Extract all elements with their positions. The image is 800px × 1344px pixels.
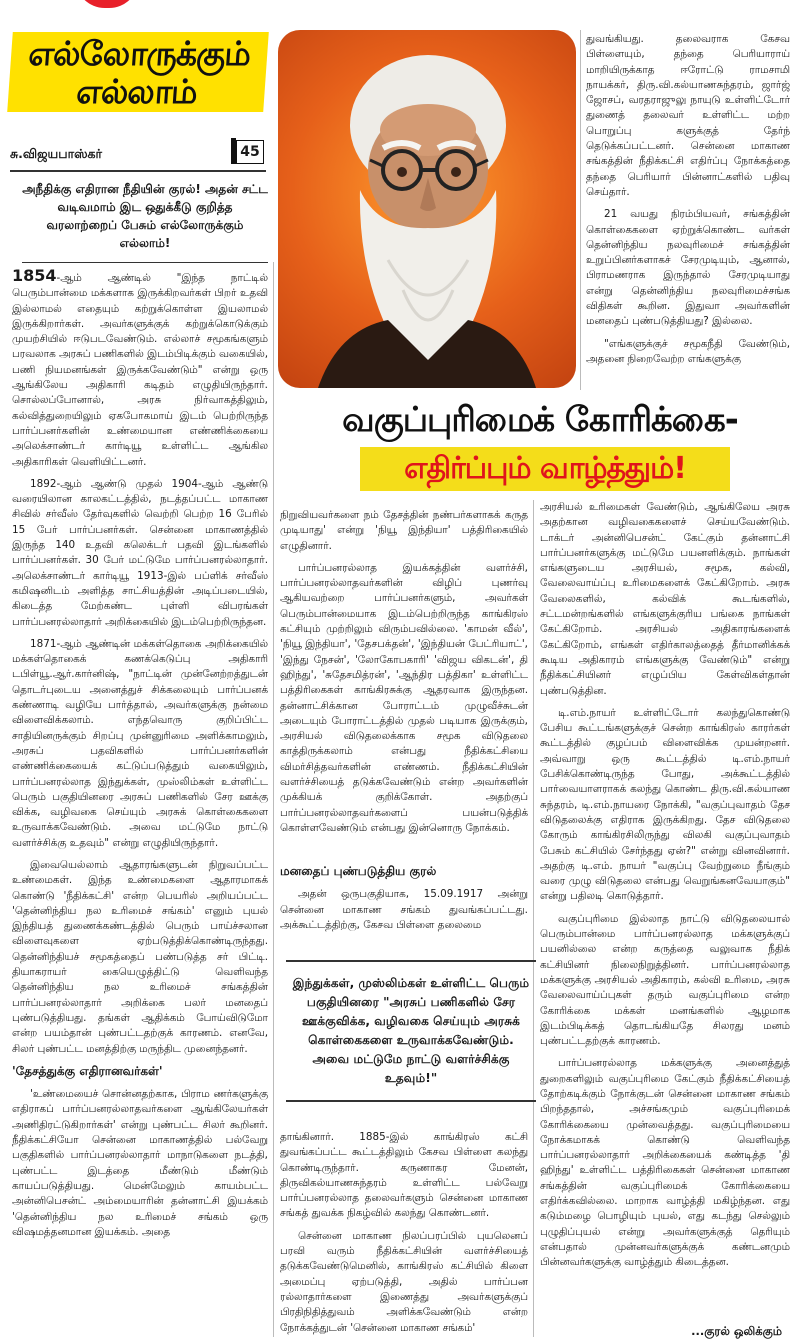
- headline-line2: எதிர்ப்பும் வாழ்த்தும்!: [404, 451, 686, 486]
- paragraph: அரசியல் உரிமைகள் வேண்டும், ஆங்கிலேய அரசு அதற்கான வழிவகைகளைச் செய்யவேண்டும். டாக்டர் அன்னிபெசன்ட் கேட்கும் தன்னாட்சி பார்ப்பனர்களுக்கு மட்டுமே பயனளிக்கும். நாங்கள் எங்களுடைய அரசியல், சமூக, கல்வி, வேலைவாய்ப்பு உரிமைகளைக் கேட்கிறோம். அரசு வேலைகளில், கல்விக் கூடங்களில், சட்டமன்றங்களில் எங்களுக்குரிய பங்கை நாங்கள் கேட்கிறோம். அரசியல் அதிகாரங்களைக் கேட்கிறோம், எங்கள் எதிர்காலத்தைத் தீர்மானிக்கக் கூடிய அதிகாரம் எங்களுக்கு வேண்டும்" என்று நீதிக்கட்சியினர் எழுப்பிய கேள்விகள்தான் புண்படுத்தின.: [540, 501, 790, 697]
- masthead-line1: எல்லோருக்கும்: [27, 34, 252, 73]
- paragraph: டி.எம்.நாயர் உள்ளிட்டோர் கலந்துகொண்டு பேசிய கூட்டங்களுக்குச் சென்ற காங்கிரஸ் காரர்கள் கூட்டத்தில் குழப்பம் விளைவிக்க முயன்றனர். அவ்வாறு ஒரு கூட்டத்தில் டி.எம்.நாயர் பேசிக்கொண்டிருந்த போது, அக்கூட்டத்தில் பார்வையாளராகக் கலந்து கொண்ட திரு.வி.கல்யாண சுந்தரம், டி.எம்.நாயரை நோக்கி, "வகுப்புவாதம் தேச விடுதலைக்கு எதிராக இருக்கிறது. தேச விடுதலை கோரும் காங்கிரசிலிருந்து விலகி வகுப்புவாதம் பேசும் கட்சியில் சேர்ந்தது ஏன்?" என்று வினவினார். அதற்கு டி.எம். நாயர் "வகுப்பு வேற்றுமை நீங்கும் வரை முழு விடுதலை என்பது வெறுங்கனவேயாகும்" என்று பதிலடி கொடுத்தார்.: [540, 706, 790, 903]
- paragraph: இவையெல்லாம் ஆதாரங்களுடன் நிறுவப்பட்ட உண்மைகள். இந்த உண்மைகளை ஆதாரமாகக் கொண்டு 'நீதிக்கட்சி' என்ற பெயரில் அறியப்பட்ட 'தென்னிந்திய நல உரிமைச் சங்கம்' எனும் புயல் இந்தியத் துணைக்கண்டத்தில் பெரும் பாய்ச்சலான விளைவுகளை ஏற்படுத்திக்கொண்டிருந்தது. தென்னிந்தியச் சமூகத்தைப் பண்படுத்த சர் பிட்டி. தியாகராயர் கையெழுத்திட்டு வெளிவந்த தென்னிந்திய நல உரிமைச் சங்கத்தின் பார்ப்பனரல்லாதார் அறிக்கை பலர் மனதைப் புண்படுத்தியது. தங்கள் ஆதிக்கம் போய்விடுமோ என்ற பயம்தான் புண்பட்டதற்குக் காரணம். எனவே, சிலர் புண்பட்ட மனத்திற்கு மருந்திட முனைந்தனர்.: [12, 858, 268, 1055]
- column-divider: [533, 500, 534, 1337]
- pull-quote: இந்துக்கள், முஸ்லிம்கள் உள்ளிட்ட பெரும் பகுதியினரை "அரசுப் பணிகளில் சேர ஊக்குவிக்க, வழிவகை செய்யும் அரசுக் கொள்கைகளை உருவாக்கவேண்டும். அவை மட்டுமே நாட்டு வளர்ச்சிக்கு உதவும்!": [286, 960, 536, 1102]
- paragraph: துவங்கியது. தலைவராக கேசவ பிள்ளையும், தந்தை பெரியாராய் மாறியிருக்காத ஈரோட்டு ராமசாமி நாயக்கர், திரு.வி.கல்யாணசுந்தரம், ஜார்ஜ் ஜோசப், வரதராஜுலு நாயுடு உள்ளிட்டோர் துணைத் தலைவர் உள்ளிட்ட மற்ற பொறுப்பு களுக்குத் தேர்ந் தெடுக்கப்பட்டனர். சென்னை மாகாண சங்கத்தின் நீதிக்கட்சி எதிர்ப்பு நோக்கத்தை தந்தை பெரியார் பின்னாட்களில் பதிவு செய்தார்.: [586, 33, 790, 198]
- right-top-article-column: [586, 32, 790, 392]
- publication-logo: [75, 0, 139, 8]
- lead-year: 1854: [12, 268, 57, 285]
- portrait-image: [278, 30, 576, 388]
- headline-line1: வகுப்புரிமைக் கோரிக்கை-: [342, 400, 738, 440]
- paragraph: வகுப்புரிமை இல்லாத நாட்டு விடுதலையால் பெரும்பான்மை பார்ப்பனரல்லாத மக்களுக்குப் பயனில்லை என்ற கருத்தை வலுவாக நீதிக் கட்சியினர் நிலைநிறுத்தினர். பார்ப்பனரல்லாத மக்களுக்கு அரசியல் அதிகாரம், கல்வி உரிமை, அரசு வேலைவாய்ப்புகள் தரும் வகுப்புரிமை என்ற கோரிக்கை மக்கள் மனங்களில் ஆழமாக இடம்பிடிக்கத் தொடங்கியதே சிலரது மனம் புண்பட்டதற்குக் காரணம்.: [540, 912, 790, 1048]
- paragraph-text: -ஆம் ஆண்டில் "இந்த நாட்டில் பெரும்பான்மை மக்களாக இருக்கிறவர்கள் பிறர் உதவி இல்லாமல் எதையும் கற்றுக்கொள்ள இயலாமல் இருக்கிறார்கள். அவர்களுக்குக் கற்றுக்கொடுக்கும் முயற்சியில் ஈடுபடவேண்டும். எல்லாச் சமூகங்களும் பரவலாக அரசுப் பணிகளில் இடம்பிடிக்கும் வகையில், பணி நியமனங்கள் இருக்கவேண்டும்" என்று ஒரு ஆங்கிலேய அதிகாரி கடிதம் எழுதியிருந்தார். சொல்லப்போனால், அரசு நிர்வாகத்திலும், கல்வித்துறையிலும் ஏகபோகமாய் இடம் பெற்றிருந்த பார்ப்பனர்களின் உண்மையான எண்ணிக்கையை அலெக்சாண்டர் கார்டியூ உள்ளிட்ட ஆங்கில அதிகாரிகள் வெளியிட்டனர்.: [12, 272, 268, 468]
- paragraph: 'உண்மையைச் சொன்னதற்காக, பிராம ணர்களுக்கு எதிராகப் பார்ப்பனரல்லாதவர்களை ஆங்கிலேயர்கள் அணிதிரட்டுகிறார்கள்' என்று புண்பட்ட சிலர் கூறினர். நீதிக்கட்சியோ சென்னை மாகாணத்தில் பல்வேறு பகுதிகளில் பார்ப்பனரல்லாதார் மாநாடுகளை நடத்தி, புண்பட்ட இடத்தை மீண்டும் மீண்டும் காயப்படுத்தியது. மென்மேலும் காயம்பட்ட அன்னிபெசன்ட் அம்மையாரின் தன்னாட்சி இயக்கம் 'தென்னிந்திய நல உரிமைச் சங்கம் ஒரு விஷமத்தனமான இயக்கம். அதை: [12, 1088, 268, 1238]
- section-subhead: மனதைப் புண்படுத்திய குரல்: [280, 864, 437, 878]
- paragraph: 1871-ஆம் ஆண்டின் மக்கள்தொகை அறிக்கையில் மக்கள்தொகைக் கணக்கெடுப்பு அதிகாரி டபிள்யூ.ஆர்.கார்னிஷ், "நாட்டின் முன்னேற்றத்துடன் தொடர்புடைய அனைத்துச் சிக்கலையும் பார்ப்பனக் கண்ணாடி வழியே பார்த்தால், அவர்களுக்கு நன்மை விளைவிக்கலாம். எந்தவொரு குறிப்பிட்ட சாதியினருக்கும் சிறப்பு முன்னுரிமை அளிக்காமலும், அரசுப் பதவிகளில் பார்ப்பனர்களின் எண்ணிக்கையைக் கட்டுப்படுத்தும் வகையிலும், பார்ப்பனரல்லாத இந்துக்கள், முஸ்லிம்கள் உள்ளிட்ட பெரும் பகுதியினரை அரசுப் பணிகளில் சேர ஊக்கு விக்க, வழிவகை செய்யும் அரசுக் கொள்கைகளை உருவாக்கவேண்டும். அவை மட்டுமே நாட்டு வளர்ச்சிக்கு உதவும்" என்று எழுதியிருந்தார்.: [12, 637, 268, 849]
- intro-blurb: அநீதிக்கு எதிரான நீதியின் குரல்! அதன் சட்ட வடிவமாம் இட ஒதுக்கீடு குறித்த வரலாற்றைப் பேசும் எல்லோருக்கும் எல்லாம்!: [22, 182, 268, 250]
- paragraph: நிறுவியவர்களை நம் தேசத்தின் நண்பர்களாகக் கருத முடியாது' என்று 'நியூ இந்தியா' பத்திரிகையில் எழுதினார்.: [280, 509, 528, 552]
- middle-article-column-top: [280, 508, 528, 853]
- paragraph: சென்னை மாகாண நிலப்பரப்பில் புயலெனப் பரவி வரும் நீதிக்கட்சியின் வளர்ச்சியைத் தடுக்கவேண்டுமெனில், காங்கிரஸ் கட்சியில் கிளை அமைப்பு ஏற்படுத்தி, அதில் பார்ப்பன ரல்லாதார்களை இணைத்து அவர்களுக்குப் பிரதிநிதித்துவம் அளிக்கவேண்டும் என்ற நோக்கத்துடன் 'சென்னை மாகாண சங்கம்': [280, 1229, 528, 1334]
- paragraph: [12, 268, 268, 470]
- header-divider: [10, 170, 266, 172]
- portrait-illustration: [278, 30, 576, 388]
- paragraph: தாங்கினார். 1885-இல் காங்கிரஸ் கட்சி துவங்கப்பட்ட கூட்டத்திலும் கேசவ பிள்ளை கலந்து கொண்டிருந்தார். கருணாகர மேனன், திருவிகல்யாணசுந்தரம் உள்ளிட்ட பல்வேறு பார்ப்பனரல்லாத தலைவர்களும் சென்னை மாகாண சங்கத் துவக்க நிகழ்வில் கலந்து கொண்டனர்.: [280, 1131, 528, 1220]
- continuation-signoff: ...குரல் ஒலிக்கும்: [691, 1324, 782, 1338]
- paragraph: 21 வயது நிரம்பியவர், சங்கத்தின் கொள்கைகளை ஏற்றுக்கொண்ட வர்கள் தென்னிந்திய நலவுரிமைச் சங்கத்தின் உறுப்பினர்களாகச் சேரமுடியும், ஆனால், பிராமணராக இருந்தால் சேரமுடியாது என்று தென்னிந்திய நலவுரிமைச்சங்க விதிகள் கூறின. இதுவா அவர்களின் மனதைப் புண்படுத்தியது? இல்லை.: [586, 208, 790, 328]
- masthead-line2: எல்லாம்: [75, 72, 199, 111]
- middle-article-column-bottom: [280, 1130, 528, 1338]
- paragraph: "எங்களுக்குச் சமூகநீதி வேண்டும், அதனை நிறைவேற்ற எங்களுக்கு: [586, 337, 790, 365]
- paragraph: 1892-ஆம் ஆண்டு முதல் 1904-ஆம் ஆண்டு வரையிலான காலகட்டத்தில், நடத்தப்பட்ட மாகாண சிவில் சர்வீஸ் தேர்வுகளில் வெற்றி பெற்ற 16 பேரில் 15 பேர் பார்ப்பனர்கள். சென்னை மாகாணத்தில் இருந்த 140 உதவி கலெக்டர் பதவி இடங்களில் பார்ப்பனர்கள். 30 பேர் மட்டுமே பார்ப்பனரல்லாதார். அலெக்சாண்டர் கார்டியூ 1913-இல் பப்ளிக் சர்வீஸ் கமிஷனிடம் அளித்த சாட்சியத்தின் அடிப்படையில், கிடைத்த மேற்கண்ட புள்ளி விபரங்கள் பார்ப்பனரல்லாதார் அறிக்கையில் இடம்பெற்றிருந்தன.: [12, 477, 268, 628]
- column-divider: [273, 262, 274, 1337]
- paragraph: பார்ப்பனரல்லாத இயக்கத்தின் வளர்ச்சி, பார்ப்பனரல்லாதவர்களின் விழிப் புணர்வு ஆகியவற்றை பார்ப்பனர்களும், அவர்கள் பெரும்பான்மையாக இடம்பெற்றிருந்த காங்கிரஸ் கட்சியும் முற்றிலும் விரும்பவில்லை. 'காமன் வீல்', 'நியூ இந்தியா', 'தேசபக்தன்', 'இந்தியன் பேட்ரியாட்', 'இந்து நேசன்', 'லோகோபகாரி' 'விஜய விகடன்', தி ஹிந்து', 'சுதேசமித்ரன்', 'ஆந்திர பத்திகா' உள்ளிட்ட பத்திரிகைகள் காங்கிரசுக்கு ஆதரவாக இருந்தன. தன்னாட்சிக்கான போராட்டம் முழுவீச்சுடன் அடையும் போராட்டத்தில் முதல் படியாக இருக்கும், அரசியல் விடுதலைக்காக சமூக விடுதலை காத்திருக்கலாம் என்பது நீதிக்கட்சியை விமர்சித்தவர்களின் எண்ணம். நீதிக்கட்சியின் வளர்ச்சியைத் தடுக்கவேண்டும் என்ற அவர்களின் முக்கியக் குறிக்கோள். அதற்குப் பார்ப்பனரல்லாதவர்களைப் பயன்படுத்திக் கொள்ளவேண்டும் என்பது இன்னொரு நோக்கம்.: [280, 561, 528, 834]
- middle-article-column-mid: [280, 858, 528, 953]
- right-article-column: [540, 500, 790, 1320]
- intro-divider: [22, 262, 268, 263]
- paragraph: பார்ப்பனரல்லாத மக்களுக்கு அனைத்துத் துறைகளிலும் வகுப்புரிமை கேட்கும் நீதிக்கட்சியைத் தோற்கடிக்கும் நோக்குடன் சென்னை மாகாண சங்கம் பிறந்ததால், அச்சங்கமும் வகுப்புரிமைக் கோரிக்கையை முன்வைத்தது. வகுப்புரிமையை நோக்கமாகக் கொண்டு வெளிவந்த பார்ப்பனரல்லாதார் அறிக்கையைக் கண்டித்த 'தி ஹிந்து' உள்ளிட்ட பத்திரிகைகள் சென்னை மாகாண சங்கத்தின் வகுப்புரிமைக் கோரிக்கையை எதிர்க்கவில்லை. மாறாக வாழ்த்தி மகிழ்ந்தன. எது கடும்மழை பொழியும் புயல், எது கடந்து செல்லும் புழுதிப்புயல் என்று அவர்களுக்குத் தெரியும் என்பதால் முன்னவர்களுக்குக் கண்டனமும் பின்னவர்களுக்கு வாழ்த்தும் கிடைத்தன.: [540, 1057, 790, 1269]
- episode-number: 45: [236, 140, 264, 164]
- column-divider: [580, 30, 581, 390]
- masthead: [7, 32, 269, 112]
- left-article-column: [12, 268, 268, 1338]
- author-name: சு.விஜயபாஸ்கர்: [10, 146, 103, 161]
- section-subhead: 'தேசத்துக்கு எதிரானவர்கள்': [12, 1063, 163, 1078]
- paragraph: அதன் ஒருபகுதியாக, 15.09.1917 அன்று சென்னை மாகாண சங்கம் துவங்கப்பட்டது. அக்கூட்டத்திற்கு, கேசவ பிள்ளை தலைமை: [280, 888, 528, 931]
